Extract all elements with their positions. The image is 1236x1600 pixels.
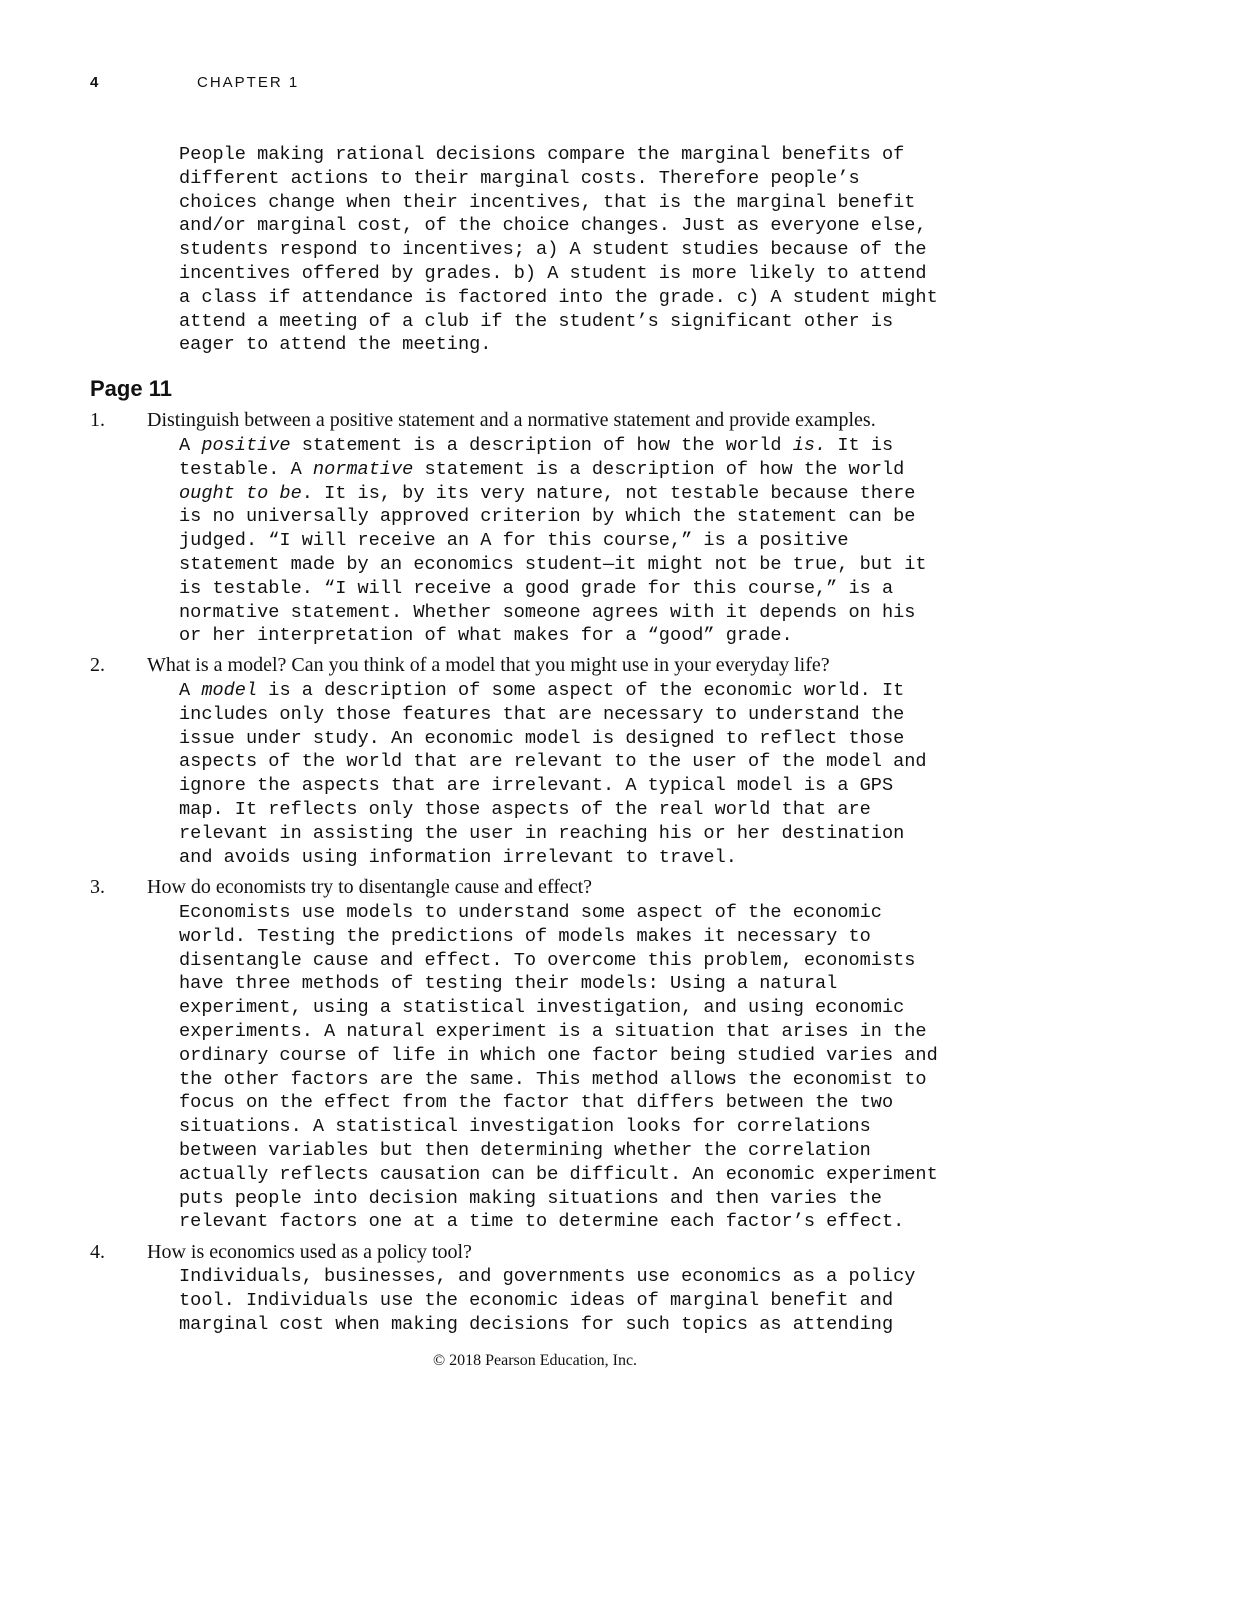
answer-line: ought to be. It is, by its very nature, not testable because there xyxy=(179,482,916,504)
answer-line: marginal cost when making decisions for such topics as attending xyxy=(179,1313,894,1335)
question-text: Distinguish between a positive statement and a normative statement and provide examples. xyxy=(147,409,876,431)
answer-line: map. It reflects only those aspects of the real world that are xyxy=(179,798,871,820)
intro-line: attend a meeting of a club if the student’s significant other is xyxy=(179,310,894,332)
answer-line: Economists use models to understand some aspect of the economic xyxy=(179,902,882,923)
intro-line: a class if attendance is factored into the grade. c) A student might xyxy=(179,286,938,308)
question-text: How do economists try to disentangle cause and effect? xyxy=(147,876,593,898)
chapter-title: CHAPTER 1 xyxy=(197,74,300,91)
answer-line: experiments. A natural experiment is a situation that arises in the xyxy=(179,1020,927,1042)
intro-paragraph xyxy=(179,143,938,357)
copyright-footer: © 2018 Pearson Education, Inc. xyxy=(432,1352,638,1369)
intro-line: People making rational decisions compare the marginal benefits of xyxy=(179,144,905,165)
answer-line: is testable. “I will receive a good grade for this course,” is a xyxy=(179,577,894,599)
intro-line: students respond to incentives; a) A student studies because of the xyxy=(179,239,927,261)
question-number: 1. xyxy=(90,409,105,431)
answer-line: the other factors are the same. This method allows the economist to xyxy=(179,1068,927,1090)
question-number: 4. xyxy=(90,1241,105,1263)
intro-line: different actions to their marginal costs. Therefore people’s xyxy=(179,167,860,189)
answer-line: relevant in assisting the user in reaching his or her destination xyxy=(179,822,905,844)
answer-line: aspects of the world that are relevant to the user of the model and xyxy=(179,751,927,773)
answer-line: or her interpretation of what makes for a “good” grade. xyxy=(179,625,793,647)
answer-line: includes only those features that are necessary to understand the xyxy=(179,703,905,725)
intro-line: choices change when their incentives, that is the marginal benefit xyxy=(179,191,916,213)
section-heading: Page 11 xyxy=(90,376,172,401)
answer-line: A model is a description of some aspect of the economic world. It xyxy=(179,680,905,701)
answer-line: puts people into decision making situations and then varies the xyxy=(179,1187,882,1209)
answer-line: A positive statement is a description of how the world is. It is xyxy=(179,435,894,456)
answer-line: experiment, using a statistical investigation, and using economic xyxy=(179,997,905,1019)
answer-line: testable. A normative statement is a description of how the world xyxy=(179,458,905,480)
question-number: 3. xyxy=(90,876,105,898)
answer-line: between variables but then determining whether the correlation xyxy=(179,1139,871,1161)
answer-line: ignore the aspects that are irrelevant. A typical model is a GPS xyxy=(179,775,894,797)
answer-line: normative statement. Whether someone agrees with it depends on his xyxy=(179,601,916,623)
intro-line: eager to attend the meeting. xyxy=(179,334,492,356)
intro-line: incentives offered by grades. b) A student is more likely to attend xyxy=(179,262,927,284)
answer-line: statement made by an economics student—it might not be true, but it xyxy=(179,553,927,575)
answer-line: and avoids using information irrelevant to travel. xyxy=(179,846,737,868)
intro-line: and/or marginal cost, of the choice changes. Just as everyone else, xyxy=(179,215,927,237)
question-number: 2. xyxy=(90,654,105,676)
answer-line: relevant factors one at a time to determine each factor’s effect. xyxy=(179,1211,905,1233)
answer-line: situations. A statistical investigation looks for correlations xyxy=(179,1116,871,1138)
question-text: How is economics used as a policy tool? xyxy=(147,1241,472,1263)
answer-line: actually reflects causation can be difficult. An economic experiment xyxy=(179,1163,938,1185)
answer-1 xyxy=(179,434,927,648)
answer-line: world. Testing the predictions of models makes it necessary to xyxy=(179,925,871,947)
answer-line: focus on the effect from the factor that differs between the two xyxy=(179,1092,894,1114)
answer-line: ordinary course of life in which one factor being studied varies and xyxy=(179,1044,938,1066)
answer-line: disentangle cause and effect. To overcome this problem, economists xyxy=(179,949,916,971)
answer-3 xyxy=(179,901,938,1234)
answer-line: issue under study. An economic model is designed to reflect those xyxy=(179,727,905,749)
answer-line: is no universally approved criterion by which the statement can be xyxy=(179,506,916,528)
answer-line: have three methods of testing their models: Using a natural xyxy=(179,973,838,995)
answer-4 xyxy=(179,1265,915,1336)
answer-line: Individuals, businesses, and governments use economics as a policy xyxy=(179,1266,916,1287)
running-head xyxy=(90,74,300,91)
answer-line: tool. Individuals use the economic ideas of marginal benefit and xyxy=(179,1289,894,1311)
question-text: What is a model? Can you think of a model that you might use in your everyday life? xyxy=(147,654,830,676)
answer-2 xyxy=(179,679,927,869)
answer-line: judged. “I will receive an A for this course,” is a positive xyxy=(179,530,849,552)
page-number: 4 xyxy=(90,74,101,91)
